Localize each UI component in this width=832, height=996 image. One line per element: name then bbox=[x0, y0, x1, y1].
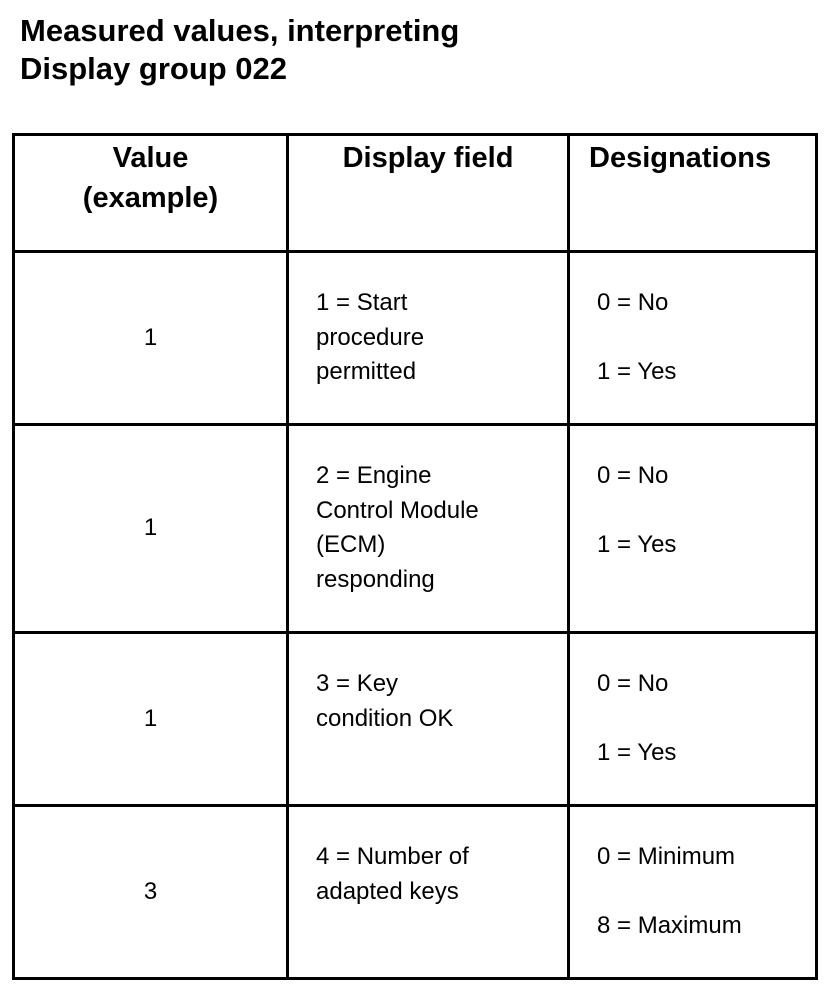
designations-cell: 0 = No 1 = Yes bbox=[569, 633, 817, 806]
heading-display-group: Display group 022 bbox=[20, 51, 288, 86]
document-heading bbox=[20, 12, 459, 88]
table-row bbox=[14, 425, 817, 633]
table-header-row bbox=[14, 135, 817, 252]
table-row bbox=[14, 633, 817, 806]
display-field-cell: 3 = Key condition OK bbox=[288, 633, 569, 806]
table-row bbox=[14, 806, 817, 979]
designations-cell: 0 = Minimum 8 = Maximum bbox=[569, 806, 817, 979]
display-field-cell: 2 = Engine Control Module (ECM) responding bbox=[288, 425, 569, 633]
value-cell: 1 bbox=[14, 252, 288, 425]
header-display-field: Display field bbox=[288, 135, 569, 252]
header-value: Value (example) bbox=[14, 135, 288, 252]
value-cell: 1 bbox=[14, 633, 288, 806]
value-cell: 3 bbox=[14, 806, 288, 979]
header-designations: Designations bbox=[569, 135, 817, 252]
measured-values-table bbox=[12, 133, 818, 980]
heading-title: Measured values, interpreting bbox=[20, 13, 460, 48]
table-row bbox=[14, 252, 817, 425]
designations-cell: 0 = No 1 = Yes bbox=[569, 252, 817, 425]
display-field-cell: 1 = Start procedure permitted bbox=[288, 252, 569, 425]
designations-cell: 0 = No 1 = Yes bbox=[569, 425, 817, 633]
display-field-cell: 4 = Number of adapted keys bbox=[288, 806, 569, 979]
value-cell: 1 bbox=[14, 425, 288, 633]
